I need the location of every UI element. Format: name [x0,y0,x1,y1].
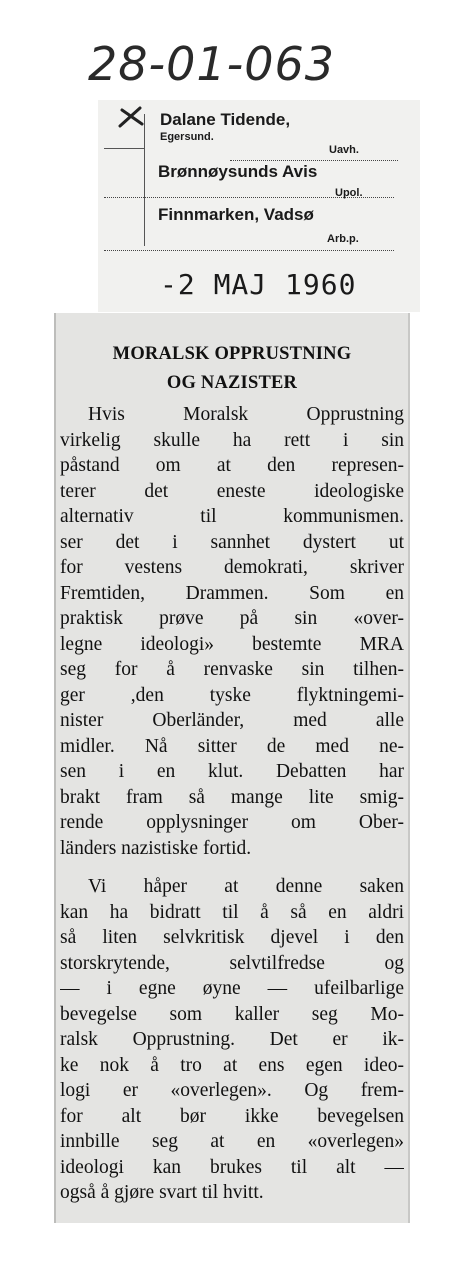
publication-1-place: Egersund. [160,131,214,143]
article-line: storskrytende, selvtilfredse og [60,952,404,974]
article-line: terer det eneste ideologiske [60,480,404,502]
article-line: sen i en klut. Debatten har [60,761,404,782]
article-line: seg for å renvaske sin tilhen- [60,659,404,680]
article-line: ser det i sannhet dystert ut [60,531,404,553]
archive-number-text: 28-01-063 [88,37,336,91]
article-headline [56,340,408,398]
article-line: alternativ til kommunismen. [60,506,404,527]
article-line: også å gjøre svart til hvitt. [60,1182,264,1203]
stamp-dotted-rule [104,250,394,251]
headline-line: OG NAZISTER [166,373,298,393]
stamp-date: -2 MAJ 1960 [160,268,357,301]
article-line: ke nok å tro at ens egen ideo- [60,1054,404,1076]
article-line: for vestens demokrati, skriver [60,557,404,578]
article-line: påstand om at den represen- [60,455,404,476]
article-line: virkelig skulle ha rett i sin [60,429,404,451]
clipping-edge-right [408,313,410,1223]
article-line: ralsk Opprustning. Det er ik- [60,1029,404,1050]
publication-3-name: Finnmarken, Vadsø [158,205,314,224]
stamp-dotted-rule [230,160,398,161]
article-line: rende opplysninger om Ober- [60,812,404,833]
stamp-short-rule [104,148,144,149]
stamp-dotted-rule [104,197,394,198]
article-line: — i egne øyne — ufeilbarlige [60,978,404,999]
article-line: Vi håper at denne saken [88,876,404,897]
headline-line: MORALSK OPPRUSTNING [112,344,352,364]
article-line: praktisk prøve på sin «over- [60,608,404,629]
publication-2-name: Brønnøysunds Avis [158,162,318,181]
article-line: ger ,den tyske flyktningemi- [60,684,404,706]
publication-2-tag: Upol. [335,187,363,199]
article-line: nister Oberländer, med alle [60,710,404,731]
publication-3-tag: Arb.p. [327,233,359,245]
article-line: så liten selvkritisk djevel i den [60,927,404,948]
article-line: innbille seg at en «overlegen» [60,1131,404,1152]
publication-1-tag: Uavh. [329,144,359,156]
article-line: kan ha bidratt til å så en aldri [60,901,404,923]
article-line: for alt bør ikke bevegelsen [60,1105,404,1127]
handwritten-archive-number [88,30,348,92]
stamp-vertical-rule [144,114,145,246]
article-line: Fremtiden, Drammen. Som en [60,582,404,604]
article-line: bevegelse som kaller seg Mo- [60,1003,404,1025]
publication-1-name: Dalane Tidende, [160,110,291,129]
article-line: midler. Nå sitter de med ne- [60,735,404,757]
article-line: länders nazistiske fortid. [60,837,252,859]
article-line: logi er «overlegen». Og frem- [60,1080,404,1101]
clipping-edge-left [54,313,56,1223]
article-line: brakt fram så mange lite smig- [60,786,404,808]
article-line: legne ideologi» bestemte MRA [60,633,404,655]
article-line: Hvis Moralsk Opprustning [88,404,404,425]
check-mark-icon [116,104,146,130]
article-line: ideologi kan brukes til alt — [60,1156,404,1178]
